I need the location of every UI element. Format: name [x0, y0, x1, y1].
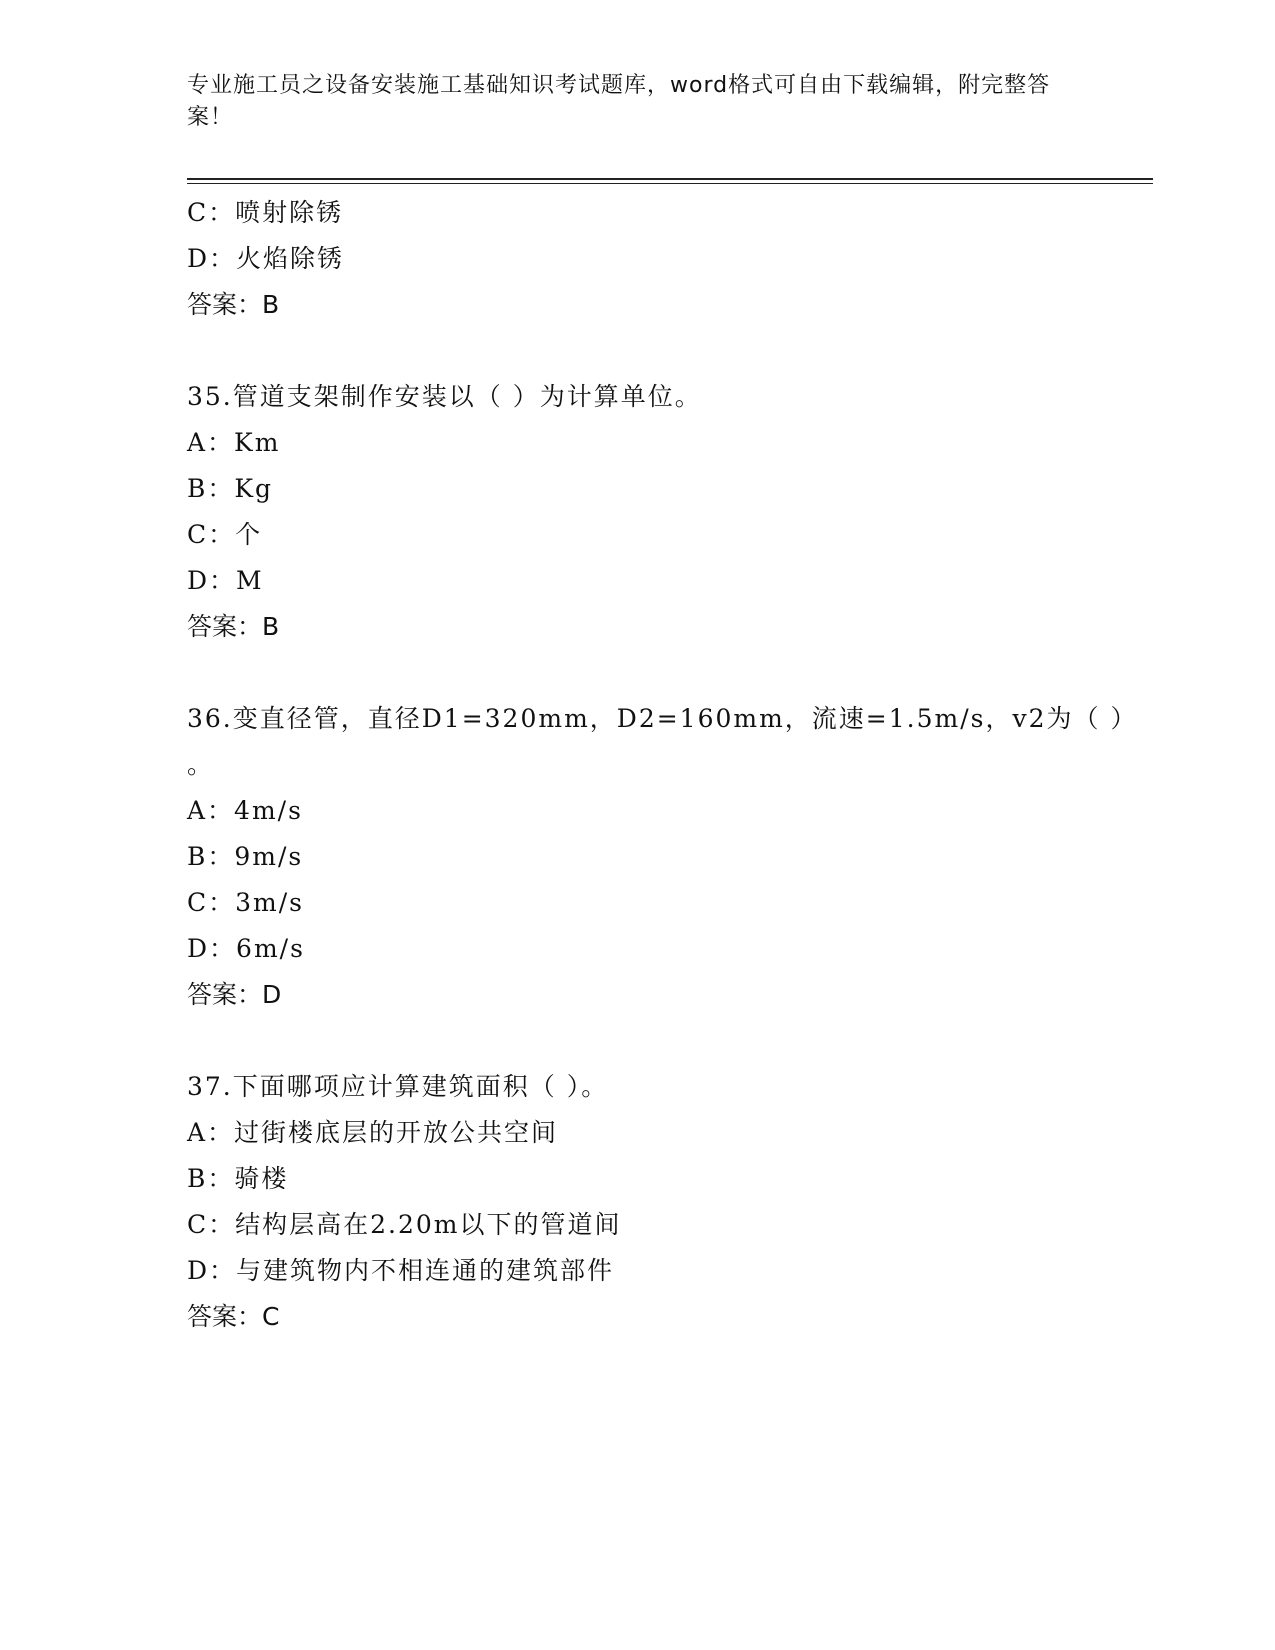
option-b: B：Kg [187, 474, 274, 503]
option-c: C：3m/s [187, 888, 304, 917]
option-a: A：4m/s [187, 796, 303, 825]
question-37-title: 37.下面哪项应计算建筑面积（ ）。 [187, 1072, 609, 1101]
option-b: B：9m/s [187, 842, 304, 871]
document-header: 专业施工员之设备安装施工基础知识考试题库，word格式可自由下载编辑，附完整答案！ [187, 73, 1051, 130]
header-rule-thick [187, 178, 1153, 180]
answer: 答案：B [187, 290, 280, 319]
option-c: C：结构层高在2.20m以下的管道间 [187, 1210, 622, 1239]
option-a: A：过街楼底层的开放公共空间 [187, 1118, 559, 1147]
option-c: C：个 [187, 520, 263, 549]
option-d: D：M [187, 566, 264, 595]
header-rule-thin [187, 183, 1153, 184]
question-35-title: 35.管道支架制作安装以（ ）为计算单位。 [187, 382, 702, 411]
question-36-title-continued: 。 [187, 750, 215, 779]
option-d: D：与建筑物内不相连通的建筑部件 [187, 1256, 615, 1285]
option-d: D：火焰除锈 [187, 244, 345, 273]
answer: 答案：B [187, 612, 280, 641]
option-a: A：Km [187, 428, 281, 457]
option-b: B：骑楼 [187, 1164, 289, 1193]
option-c: C：喷射除锈 [187, 198, 344, 227]
answer: 答案：D [187, 980, 282, 1009]
question-list [187, 190, 1138, 1340]
option-d: D：6m/s [187, 934, 305, 963]
answer: 答案：C [187, 1302, 280, 1331]
question-36-title: 36.变直径管，直径D1=320mm，D2=160mm，流速=1.5m/s，v2为（ ） [187, 704, 1138, 733]
